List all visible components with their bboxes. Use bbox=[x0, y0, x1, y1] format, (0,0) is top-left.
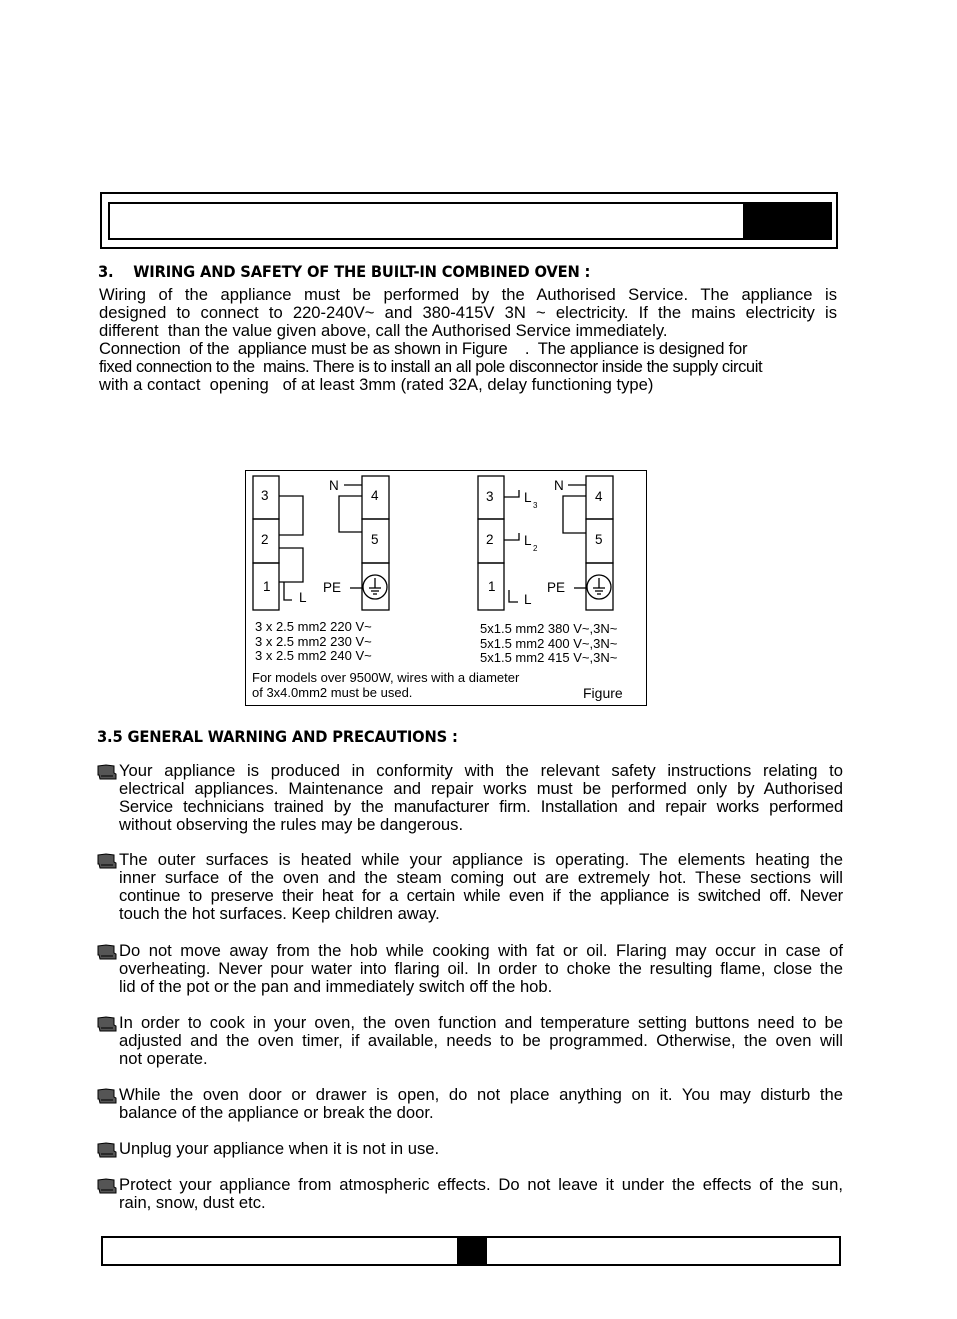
line3-label: L bbox=[524, 490, 532, 505]
line2-label: L bbox=[524, 533, 532, 548]
single-phase-specs bbox=[255, 620, 372, 664]
hand-pointer-icon bbox=[97, 763, 117, 780]
warning-line: balance of the appliance or break the door. bbox=[119, 1103, 434, 1122]
terminal-label: 5 bbox=[371, 532, 379, 547]
warning-line: inner surface of the oven and the steam coming out are extremely hot. These sections will bbox=[119, 868, 843, 887]
terminal-label: 1 bbox=[488, 579, 496, 594]
line-label: L bbox=[524, 592, 532, 607]
terminal-label: 4 bbox=[595, 489, 603, 504]
neutral-label: N bbox=[329, 478, 339, 493]
terminal-label: 3 bbox=[261, 488, 269, 503]
three-phase-specs bbox=[480, 622, 617, 666]
warning-line: touch the hot surfaces. Keep children away. bbox=[119, 904, 440, 923]
neutral-label: N bbox=[554, 478, 564, 493]
warning-line: Service technicians trained by the manufacturer firm. Installation and repair works performed bbox=[119, 797, 843, 816]
warning-line: rain, snow, dust etc. bbox=[119, 1193, 266, 1212]
spec-line: 3 x 2.5 mm2 230 V~ bbox=[255, 633, 372, 649]
warning-line: Your appliance is produced in conformity with the relevant safety instructions relating to bbox=[119, 761, 843, 780]
terminal-label: 2 bbox=[486, 532, 494, 547]
footer-page-marker bbox=[457, 1236, 487, 1266]
section-title: 3. WIRING AND SAFETY OF THE BUILT-IN COMBINED OVEN : bbox=[98, 262, 591, 281]
spec-line: 5x1.5 mm2 415 V~,3N~ bbox=[480, 650, 618, 665]
warning-line: adjusted and the oven timer, if available, needs to be programmed. Otherwise, the oven will bbox=[119, 1031, 843, 1050]
warning-line: electrical appliances. Maintenance and repair works must be performed only by Authorised bbox=[119, 779, 843, 798]
figure-caption: Figure bbox=[583, 685, 623, 701]
warning-line: Protect your appliance from atmospheric effects. Do not leave it under the effects of the sun, bbox=[119, 1175, 843, 1194]
warning-line: without observing the rules may be dangerous. bbox=[119, 815, 464, 834]
spec-line: 3 x 2.5 mm2 240 V~ bbox=[255, 648, 372, 663]
intro-line: with a contact opening of at least 3mm (rated 32A, delay functioning type) bbox=[99, 375, 654, 394]
terminal-label: 1 bbox=[263, 579, 271, 594]
terminal-label: 4 bbox=[371, 488, 379, 503]
hand-pointer-icon bbox=[97, 852, 117, 869]
spec-line: 3 x 2.5 mm2 220 V~ bbox=[255, 619, 372, 634]
warning-line: While the oven door or drawer is open, do not place anything on it. You may disturb the bbox=[119, 1085, 843, 1104]
intro-line: Connection of the appliance must be as shown in Figure . The appliance is designed for bbox=[99, 339, 748, 358]
intro-line: fixed connection to the mains. There is to install an all pole disconnector inside the supply circuit bbox=[99, 357, 763, 376]
terminal-label: 3 bbox=[486, 489, 494, 504]
intro-line: Wiring of the appliance must be performed by the Authorised Service. The appliance is bbox=[99, 285, 837, 304]
earth-label: PE bbox=[323, 580, 342, 595]
line3-subscript: 3 bbox=[533, 501, 538, 510]
earth-label: PE bbox=[547, 580, 566, 595]
line-label: L bbox=[299, 590, 307, 605]
warning-line: In order to cook in your oven, the oven function and temperature setting buttons need to be bbox=[119, 1013, 843, 1032]
line2-subscript: 2 bbox=[533, 544, 538, 553]
note-line: For models over 9500W, wires with a diameter bbox=[252, 670, 520, 685]
warning-line: Do not move away from the hob while cooking with fat or oil. Flaring may occur in case of bbox=[119, 941, 843, 960]
intro-line: different than the value given above, call the Authorised Service immediately. bbox=[99, 321, 668, 340]
warning-line: lid of the pot or the pan and immediately switch off the hob. bbox=[119, 977, 553, 996]
warning-line: overheating. Never pour water into flaring oil. In order to choke the resulting flame, close the bbox=[119, 959, 843, 978]
hand-pointer-icon bbox=[97, 1177, 117, 1194]
spec-line: 5x1.5 mm2 380 V~,3N~ bbox=[480, 621, 618, 636]
warning-line: Unplug your appliance when it is not in use. bbox=[119, 1139, 440, 1158]
intro-line: designed to connect to 220-240V~ and 380-415V 3N ~ electricity. If the mains electricity is bbox=[99, 303, 837, 322]
hand-pointer-icon bbox=[97, 1087, 117, 1104]
terminal-label: 5 bbox=[595, 532, 603, 547]
terminal-label: 2 bbox=[261, 532, 269, 547]
spec-line: 5x1.5 mm2 400 V~,3N~ bbox=[480, 635, 618, 651]
figure-note bbox=[252, 670, 519, 700]
hand-pointer-icon bbox=[97, 1015, 117, 1032]
warnings-title: 3.5 GENERAL WARNING AND PRECAUTIONS : bbox=[97, 727, 458, 746]
warning-line: continue to preserve their heat for a certain while even if the appliance is switched off. Never bbox=[119, 886, 843, 905]
note-line: of 3x4.0mm2 must be used. bbox=[252, 685, 413, 700]
hand-pointer-icon bbox=[97, 943, 117, 960]
hand-pointer-icon bbox=[97, 1141, 117, 1158]
warning-line: The outer surfaces is heated while your appliance is operating. The elements heating the bbox=[119, 850, 843, 869]
warning-line: not operate. bbox=[119, 1049, 208, 1068]
